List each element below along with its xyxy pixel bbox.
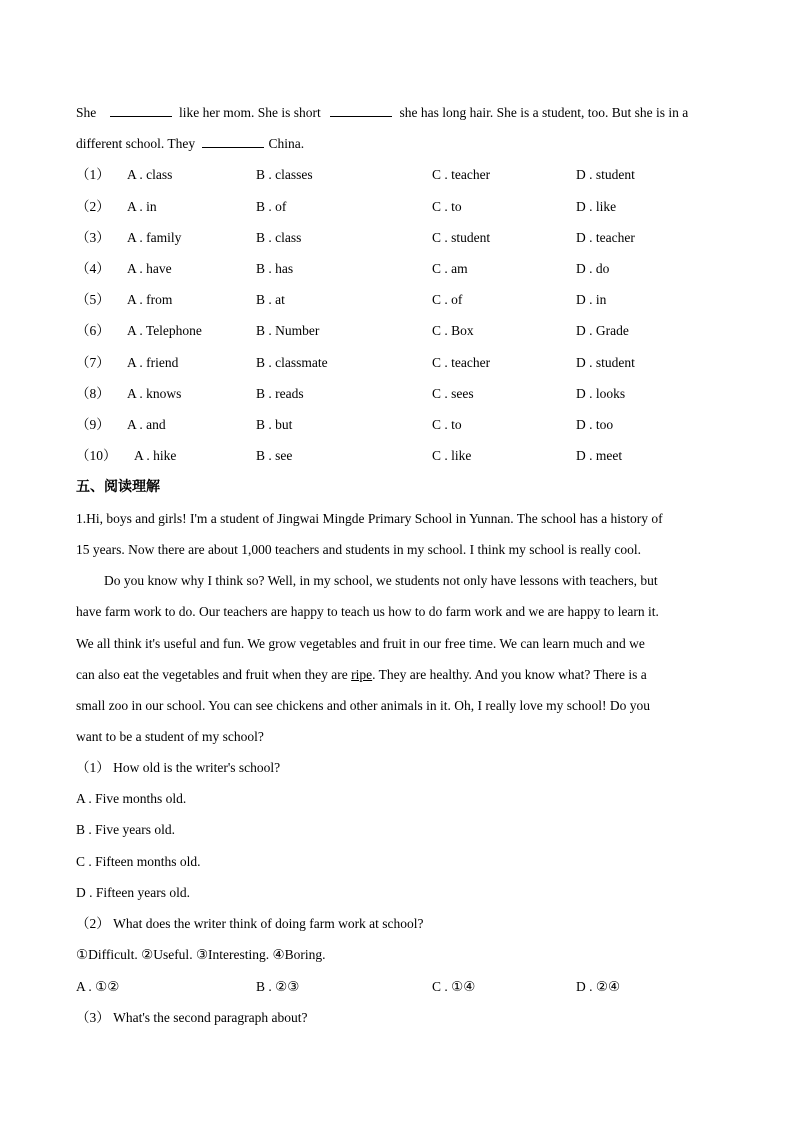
option-a[interactable]: A . friend [127, 355, 179, 370]
option-d[interactable]: D . teacher [576, 230, 635, 245]
answer-blank[interactable] [110, 104, 172, 117]
option-c[interactable]: C . teacher [432, 355, 491, 370]
question-number: （8） [76, 386, 110, 401]
option-a[interactable]: A . from [127, 292, 173, 307]
option-row [76, 385, 736, 403]
option-row [76, 166, 736, 184]
question-number: （2） [76, 199, 110, 214]
question-number: （4） [76, 261, 110, 276]
option-c[interactable]: C . teacher [432, 167, 491, 182]
question-stem: （1） How old is the writer's school? [76, 760, 281, 775]
question-stem: （3） What's the second paragraph about? [76, 1010, 308, 1025]
option-a[interactable]: A . Telephone [127, 323, 202, 338]
option-c[interactable]: C . sees [432, 386, 474, 401]
option-a[interactable]: A . ①② [76, 979, 120, 994]
option-a[interactable]: A . class [127, 167, 173, 182]
option-row [76, 447, 736, 465]
option-d[interactable]: D . student [576, 167, 635, 182]
option-d[interactable]: D . ②④ [576, 979, 621, 994]
option-c[interactable]: C . to [432, 417, 462, 432]
option-b[interactable]: B . of [256, 199, 287, 214]
passage-line: have farm work to do. Our teachers are happy to teach us how to do farm work and we are happy to learn it. [76, 604, 659, 619]
option-a[interactable]: A . have [127, 261, 172, 276]
choice-list: ①Difficult. ②Useful. ③Interesting. ④Boring. [76, 947, 326, 962]
question-number: （1） [76, 167, 110, 182]
option-d[interactable]: D . student [576, 355, 635, 370]
question-number: （7） [76, 355, 110, 370]
option-c[interactable]: C . Box [432, 323, 474, 338]
option-d[interactable]: D . do [576, 261, 610, 276]
question-number: （3） [76, 230, 110, 245]
cloze-line-2 [76, 135, 304, 153]
option-a[interactable]: A . family [127, 230, 182, 245]
option-d[interactable]: D . too [576, 417, 614, 432]
answer-blank[interactable] [202, 135, 264, 148]
option-row [76, 198, 736, 216]
option-b[interactable]: B . has [256, 261, 294, 276]
cloze-text: China. [268, 136, 305, 151]
option-a[interactable]: A . knows [127, 386, 182, 401]
option-b[interactable]: B . reads [256, 386, 304, 401]
question-stem: （2） What does the writer think of doing farm work at school? [76, 916, 424, 931]
option-b[interactable]: B . class [256, 230, 302, 245]
question-number: （9） [76, 417, 110, 432]
option-b[interactable]: B . classmate [256, 355, 328, 370]
option-c[interactable]: C . student [432, 230, 491, 245]
cloze-text: like her mom. She is short [179, 105, 321, 120]
option-row [76, 416, 736, 434]
option-a[interactable]: A . in [127, 199, 157, 214]
passage-text: can also eat the vegetables and fruit when they are [76, 667, 348, 682]
option-c[interactable]: C . am [432, 261, 468, 276]
answer-blank[interactable] [330, 104, 392, 117]
underlined-word-ripe: ripe [351, 667, 373, 682]
cloze-text: she has long hair. She is a student, too. But she is in a [399, 105, 689, 120]
passage-line: Do you know why I think so? Well, in my school, we students not only have lessons with teachers, but [104, 573, 658, 588]
section-heading: 五、阅读理解 [76, 479, 160, 495]
option-d[interactable]: D . looks [576, 386, 626, 401]
option-c[interactable]: C . like [432, 448, 472, 463]
option-row [76, 322, 736, 340]
option-b[interactable]: B . Number [256, 323, 320, 338]
option-row [76, 260, 736, 278]
question-number: （10） [76, 448, 117, 463]
cloze-line-1 [76, 104, 688, 122]
option-b[interactable]: B . but [256, 417, 293, 432]
cloze-text: different school. They [76, 136, 196, 151]
passage-line: small zoo in our school. You can see chickens and other animals in it. Oh, I really love my school! Do you [76, 698, 651, 713]
option-d[interactable]: D . Grade [576, 323, 629, 338]
cloze-text: She [76, 105, 97, 120]
option-row [76, 354, 736, 372]
option-row [76, 978, 736, 996]
option-d[interactable]: D . like [576, 199, 617, 214]
question-number: （5） [76, 292, 110, 307]
option-b[interactable]: B . at [256, 292, 285, 307]
passage-line: 15 years. Now there are about 1,000 teachers and students in my school. I think my school is really cool. [76, 542, 641, 557]
passage-line: We all think it's useful and fun. We grow vegetables and fruit in our free time. We can learn much and we [76, 636, 645, 651]
option-d[interactable]: D . meet [576, 448, 623, 463]
option-c[interactable]: C . of [432, 292, 463, 307]
option-b[interactable]: B . see [256, 448, 293, 463]
option-row [76, 229, 736, 247]
option-row [76, 291, 736, 309]
option-c[interactable]: C . ①④ [432, 979, 476, 994]
answer-option-d[interactable]: D . Fifteen years old. [76, 885, 190, 900]
option-b[interactable]: B . ②③ [256, 979, 300, 994]
option-a[interactable]: A . and [127, 417, 166, 432]
option-d[interactable]: D . in [576, 292, 607, 307]
answer-option-c[interactable]: C . Fifteen months old. [76, 854, 201, 869]
answer-option-a[interactable]: A . Five months old. [76, 791, 187, 806]
option-b[interactable]: B . classes [256, 167, 313, 182]
answer-option-b[interactable]: B . Five years old. [76, 822, 175, 837]
passage-line [76, 666, 647, 684]
passage-text: . They are healthy. And you know what? There is a [372, 667, 647, 682]
passage-line: 1.Hi, boys and girls! I'm a student of Jingwai Mingde Primary School in Yunnan. The school has a history of [76, 511, 663, 526]
passage-line: want to be a student of my school? [76, 729, 264, 744]
question-number: （6） [76, 323, 110, 338]
option-a[interactable]: A . hike [134, 448, 177, 463]
option-c[interactable]: C . to [432, 199, 462, 214]
